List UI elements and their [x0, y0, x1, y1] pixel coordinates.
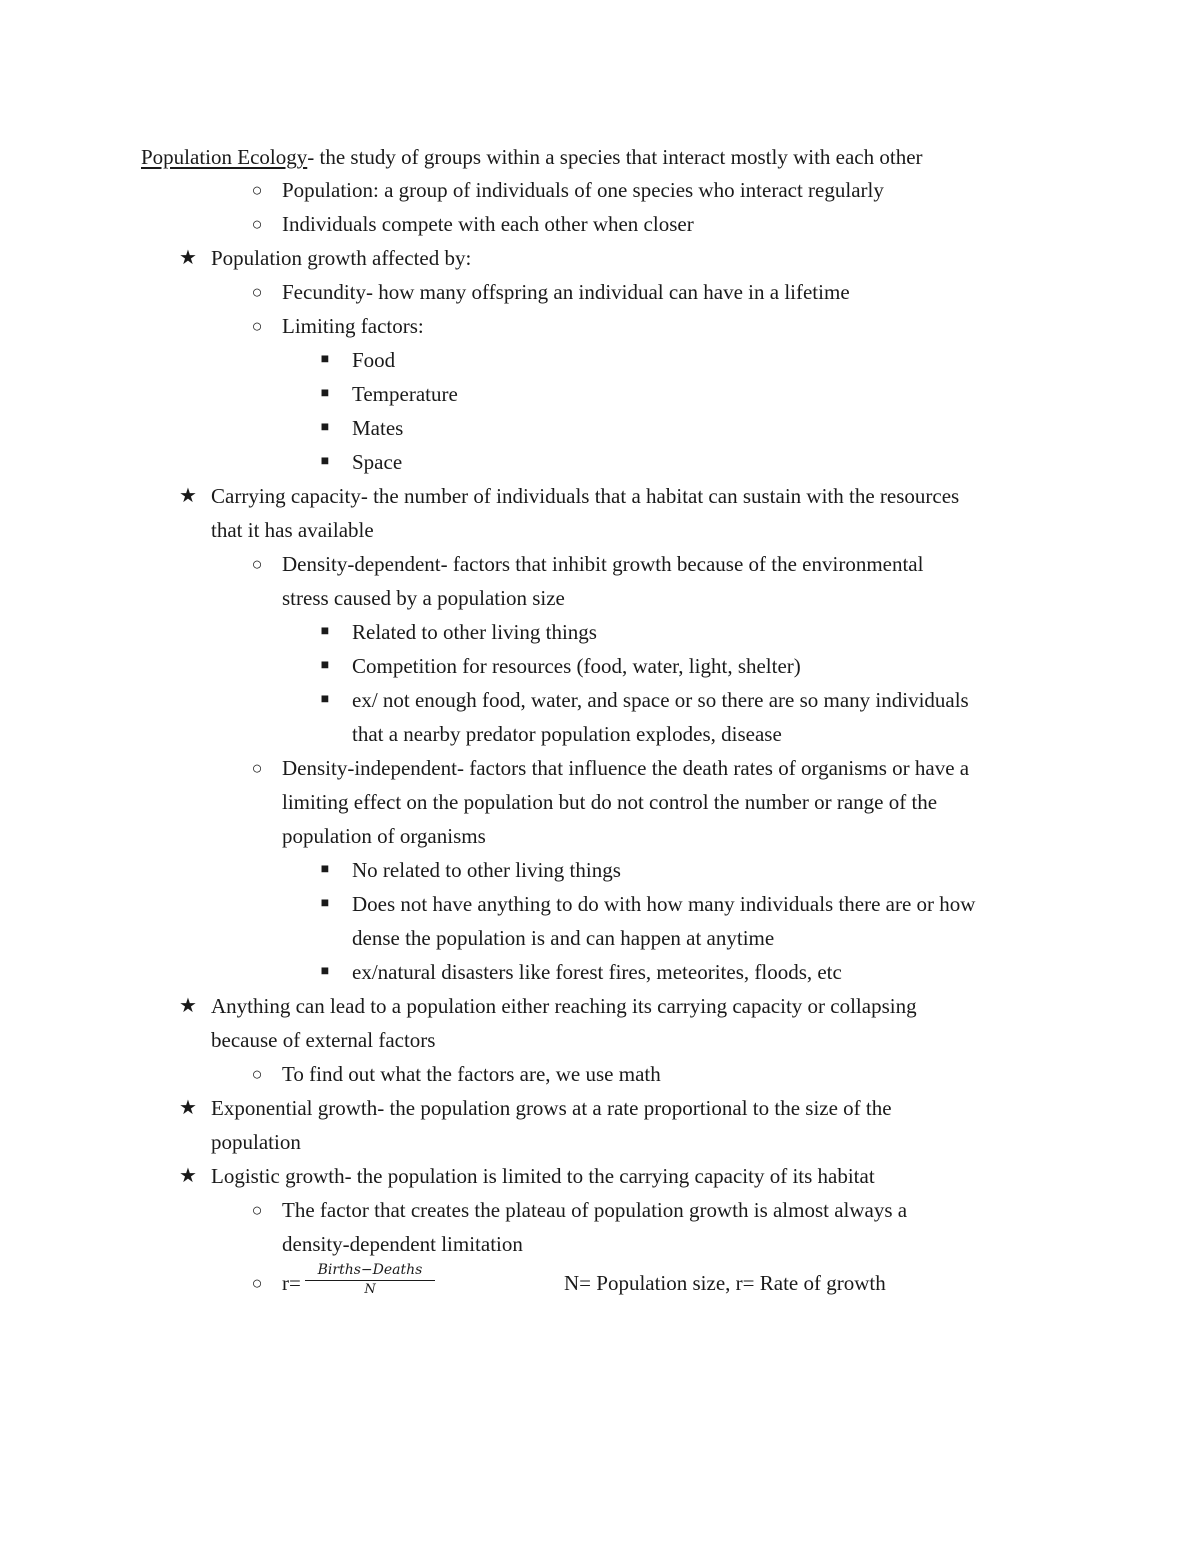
- limiting-factors-label: Limiting factors:: [282, 314, 424, 338]
- fraction-bar: [305, 1280, 435, 1281]
- anything-sub-point: To find out what the factors are, we use math: [282, 1062, 661, 1086]
- density-independent-line: limiting effect on the population but do not control the number or range of the: [282, 790, 938, 814]
- intro-point: Population: a group of individuals of one species who interact regularly: [282, 178, 884, 202]
- anything-line: Anything can lead to a population either reaching its carrying capacity or collapsing: [211, 994, 917, 1018]
- density-independent-item: No related to other living things: [352, 858, 621, 882]
- density-independent-item: dense the population is and can happen at anytime: [352, 926, 775, 950]
- circle-bullet-icon: ○: [251, 1273, 263, 1293]
- circle-bullet-icon: ○: [251, 316, 263, 336]
- square-bullet-icon: ■: [320, 454, 330, 469]
- star-bullet-icon: ★: [179, 485, 197, 507]
- circle-bullet-icon: ○: [251, 214, 263, 234]
- logistic-sub-line: The factor that creates the plateau of population growth is almost always a: [282, 1198, 908, 1222]
- logistic-growth-line: Logistic growth- the population is limited to the carrying capacity of its habitat: [211, 1164, 875, 1188]
- density-dependent-item: Competition for resources (food, water, light, shelter): [352, 654, 801, 678]
- square-bullet-icon: ■: [320, 624, 330, 639]
- anything-line: because of external factors: [211, 1028, 436, 1052]
- density-dependent-line: Density-dependent- factors that inhibit growth because of the environmental: [282, 552, 924, 576]
- fraction-numerator: Births−Deaths: [317, 1262, 423, 1278]
- carrying-capacity-line: that it has available: [211, 518, 374, 542]
- density-dependent-item: ex/ not enough food, water, and space or so there are so many individuals: [352, 688, 969, 712]
- square-bullet-icon: ■: [320, 862, 330, 877]
- density-independent-line: Density-independent- factors that influence the death rates of organisms or have a: [282, 756, 970, 780]
- exponential-growth-line: Exponential growth- the population grows at a rate proportional to the size of the: [211, 1096, 892, 1120]
- exponential-growth-line: population: [211, 1130, 301, 1154]
- heading-term: Population Ecology: [141, 145, 308, 169]
- heading-definition: - the study of groups within a species that interact mostly with each other: [307, 145, 923, 169]
- logistic-sub-line: density-dependent limitation: [282, 1232, 523, 1256]
- square-bullet-icon: ■: [320, 658, 330, 673]
- star-bullet-icon: ★: [179, 1165, 197, 1187]
- circle-bullet-icon: ○: [251, 554, 263, 574]
- square-bullet-icon: ■: [320, 692, 330, 707]
- square-bullet-icon: ■: [320, 352, 330, 367]
- limiting-factor-item: Temperature: [352, 382, 458, 406]
- circle-bullet-icon: ○: [251, 180, 263, 200]
- square-bullet-icon: ■: [320, 420, 330, 435]
- density-independent-item: Does not have anything to do with how many individuals there are or how: [352, 892, 976, 916]
- circle-bullet-icon: ○: [251, 1200, 263, 1220]
- star-bullet-icon: ★: [179, 247, 197, 269]
- density-independent-line: population of organisms: [282, 824, 486, 848]
- square-bullet-icon: ■: [320, 896, 330, 911]
- growth-rate-fraction: [305, 1262, 435, 1300]
- heading-line: [141, 140, 923, 174]
- circle-bullet-icon: ○: [251, 282, 263, 302]
- square-bullet-icon: ■: [320, 964, 330, 979]
- fraction-denominator: N: [364, 1282, 376, 1297]
- star-bullet-icon: ★: [179, 1097, 197, 1119]
- density-independent-item: ex/natural disasters like forest fires, meteorites, floods, etc: [352, 960, 842, 984]
- growth-affected-label: Population growth affected by:: [211, 246, 472, 270]
- density-dependent-item: Related to other living things: [352, 620, 597, 644]
- square-bullet-icon: ■: [320, 386, 330, 401]
- circle-bullet-icon: ○: [251, 758, 263, 778]
- limiting-factor-item: Space: [352, 450, 403, 474]
- density-dependent-line: stress caused by a population size: [282, 586, 565, 610]
- limiting-factor-item: Food: [352, 348, 396, 372]
- density-dependent-item: that a nearby predator population explodes, disease: [352, 722, 782, 746]
- formula-note: N= Population size, r= Rate of growth: [564, 1271, 886, 1295]
- star-bullet-icon: ★: [179, 995, 197, 1017]
- circle-bullet-icon: ○: [251, 1064, 263, 1084]
- fecundity-point: Fecundity- how many offspring an individual can have in a lifetime: [282, 280, 850, 304]
- limiting-factor-item: Mates: [352, 416, 404, 440]
- intro-point: Individuals compete with each other when closer: [282, 212, 694, 236]
- carrying-capacity-line: Carrying capacity- the number of individuals that a habitat can sustain with the resources: [211, 484, 960, 508]
- formula-prefix: r=: [282, 1271, 301, 1295]
